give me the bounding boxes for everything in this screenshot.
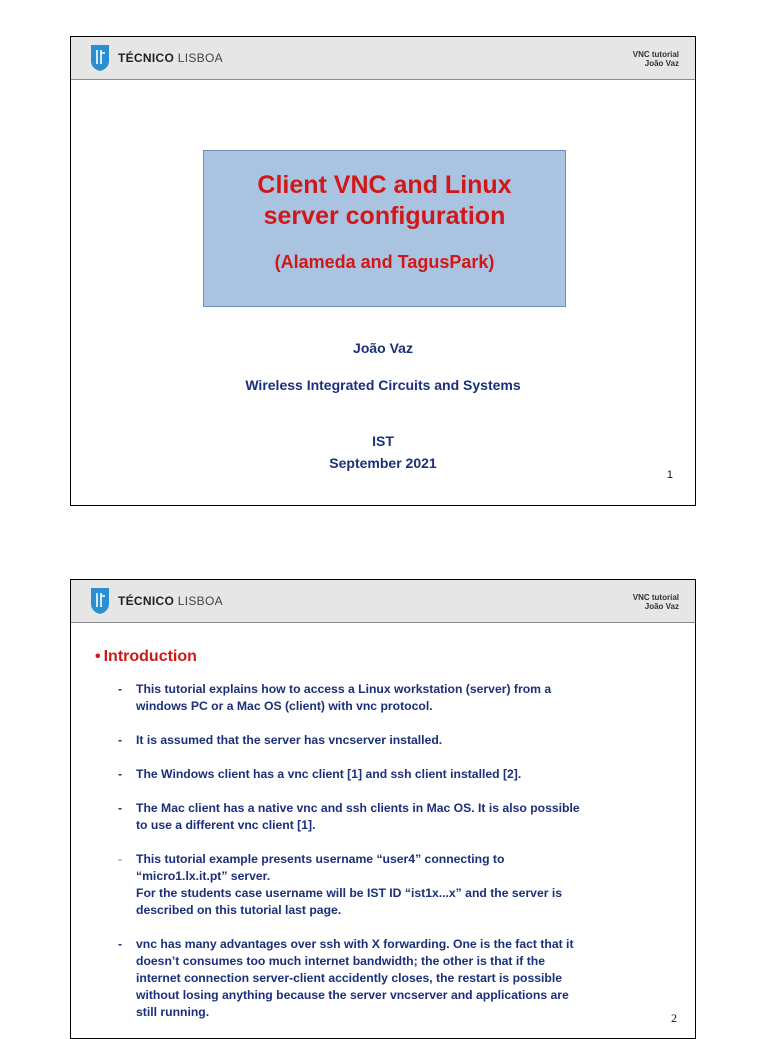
list-item-line: vnc has many advantages over ssh with X forwarding. One is the fact that it: [136, 937, 574, 951]
list-item: [118, 732, 658, 749]
list-item: [118, 681, 658, 715]
tecnico-logo: [90, 587, 223, 615]
list-item-line: It is assumed that the server has vncserver installed.: [136, 733, 443, 747]
title-box: [203, 150, 566, 307]
header-info: [633, 50, 679, 68]
bullet-marker: •: [95, 648, 101, 665]
list-item: [118, 851, 658, 919]
list-item-line: windows PC or a Mac OS (client) with vnc protocol.: [136, 699, 433, 713]
title-line-1: Client VNC and Linux: [257, 171, 512, 199]
dash-marker: -: [118, 852, 123, 866]
title-line-2: server configuration: [263, 202, 506, 230]
list-item-line: without losing anything because the server vncserver and applications are: [136, 988, 569, 1002]
slide-subtitle: (Alameda and TagusPark): [274, 252, 495, 272]
header-info: [633, 593, 679, 611]
bullet-list: [118, 681, 658, 1038]
institution: IST: [372, 433, 394, 449]
list-item-line: For the students case username will be IST ID “ist1x...x” and the server is: [136, 886, 563, 900]
list-item-line: This tutorial explains how to access a Linux workstation (server) from a: [136, 682, 552, 696]
tecnico-logo: [90, 44, 223, 72]
slide-2: [70, 579, 696, 1039]
divider: [71, 622, 695, 623]
page-number: 2: [671, 1011, 677, 1025]
dash-marker: -: [118, 937, 123, 951]
dash-marker: -: [118, 801, 123, 815]
list-item-line: described on this tutorial last page.: [136, 903, 342, 917]
logo-thin-text: LISBOA: [177, 594, 223, 608]
shield-icon: [90, 44, 110, 72]
page-number: 1: [666, 469, 673, 481]
header-author: João Vaz: [644, 59, 679, 68]
header-tutorial: VNC tutorial: [632, 593, 679, 602]
slide-title: [204, 170, 565, 232]
author-name: João Vaz: [353, 340, 413, 356]
slide-header: [71, 580, 695, 622]
shield-icon: [90, 587, 110, 615]
dash-marker: -: [118, 733, 123, 747]
list-item-line: The Mac client has a native vnc and ssh clients in Mac OS. It is also possible: [136, 801, 580, 815]
list-item: [118, 800, 658, 834]
slide-1: [70, 36, 696, 506]
dash-marker: -: [118, 767, 123, 781]
list-item-line: to use a different vnc client [1].: [136, 818, 316, 832]
list-item-line: still running.: [136, 1005, 210, 1019]
list-item-line: internet connection server-client accidently closes, the restart is possible: [136, 971, 563, 985]
slide-header: [71, 37, 695, 79]
header-author: João Vaz: [644, 602, 679, 611]
list-item: [118, 936, 658, 1021]
list-item: [118, 766, 658, 783]
logo-thin-text: LISBOA: [177, 51, 223, 65]
header-tutorial: VNC tutorial: [632, 50, 679, 59]
section-title: [95, 648, 197, 666]
divider: [71, 79, 695, 80]
logo-bold-text: TÉCNICO: [118, 51, 175, 65]
section-title-text: Introduction: [103, 648, 197, 665]
list-item-line: doesn’t consumes too much internet bandwidth; the other is that if the: [136, 954, 545, 968]
list-item-line: “micro1.lx.it.pt” server.: [136, 869, 271, 883]
date: September 2021: [329, 455, 437, 471]
list-item-line: This tutorial example presents username “user4” connecting to: [136, 852, 505, 866]
logo-bold-text: TÉCNICO: [118, 594, 175, 608]
list-item-line: The Windows client has a vnc client [1] and ssh client installed [2].: [136, 767, 522, 781]
research-group: Wireless Integrated Circuits and Systems: [245, 377, 521, 393]
dash-marker: -: [118, 682, 123, 696]
